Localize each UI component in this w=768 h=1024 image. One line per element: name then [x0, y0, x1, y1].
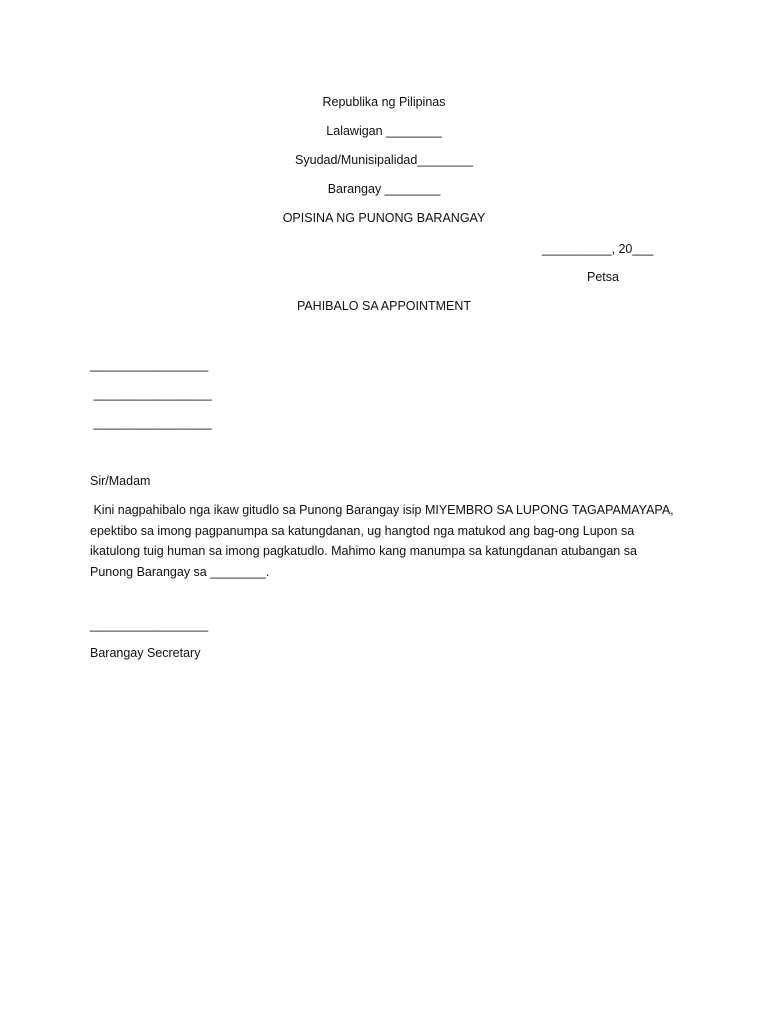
document-title: PAHIBALO SA APPOINTMENT [296, 299, 472, 313]
recipient-line-3: _________________ [90, 416, 212, 430]
header-province: Lalawigan ________ [326, 124, 442, 138]
header-office: OPISINA NG PUNONG BARANGAY [282, 211, 486, 225]
header-city: Syudad/Munisipalidad________ [295, 153, 473, 167]
body-line-4: Punong Barangay sa ________. [90, 564, 270, 579]
date-field: __________, 20___ [542, 242, 654, 256]
salutation: Sir/Madam [90, 474, 151, 488]
header-barangay: Barangay ________ [327, 182, 441, 196]
body-paragraph [90, 500, 680, 582]
body-line-2: epektibo sa imong pagpanumpa sa katungdanan, ug hangtod nga matukod ang bag-ong Lupon sa [90, 523, 635, 538]
body-line-3: ikatulong tuig human sa imong pagkatudlo. Mahimo kang manumpa sa katungdanan atubangan sa [90, 544, 637, 558]
recipient-line-2: _________________ [90, 387, 212, 401]
recipient-line-1: _________________ [90, 358, 209, 372]
signature-title: Barangay Secretary [90, 646, 201, 660]
body-line-1: Kini nagpahibalo nga ikaw gitudlo sa Punong Barangay isip MIYEMBRO SA LUPONG TAGAPAMAYAPA, [90, 503, 674, 517]
date-label: Petsa [587, 270, 619, 284]
signature-line: _________________ [90, 618, 209, 632]
header-republic: Republika ng Pilipinas [322, 95, 446, 109]
